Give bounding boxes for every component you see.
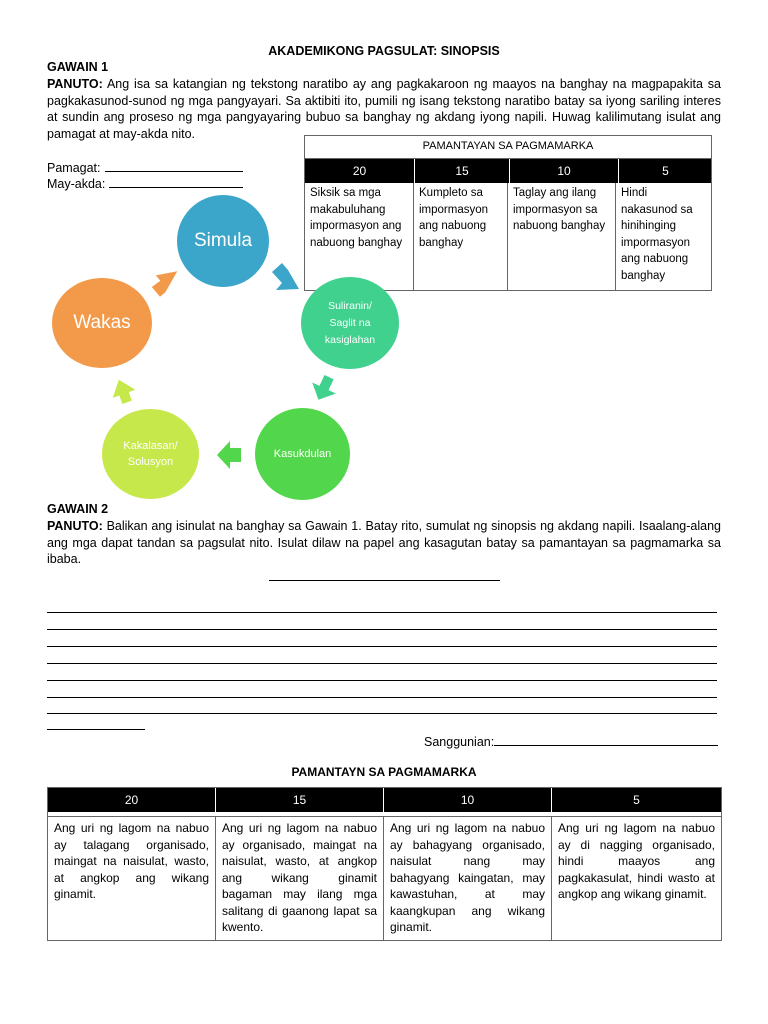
pamagat-label: Pamagat: (47, 161, 101, 175)
rubric-top-header-cell: 5 (662, 164, 669, 178)
wakas-circle (52, 278, 152, 368)
rubric-bottom-cell: Ang uri ng lagom na nabuo ay di nagging organisado, hindi maayos ang pagkakasulat, hindi wasto at angkop ang wikang ginamit. (558, 821, 715, 901)
writing-line[interactable] (47, 697, 717, 698)
writing-line[interactable] (47, 629, 717, 630)
rubric-bottom-header-cell: 10 (384, 788, 552, 812)
arrow-simula-to-suliranin (272, 263, 299, 290)
writing-line[interactable] (47, 612, 717, 613)
wakas-label: Wakas (73, 312, 131, 333)
writing-line[interactable] (47, 713, 717, 714)
gawain1-panuto-text: Ang isa sa katangian ng tekstong naratibo ay ang pagkakaroon ng maayos na banghay na magpapakita sa pagkakasunod-sunod ng mga pangyayari. Sa aktibiti ito, pumili ng isang tekstong naratibo batay sa iyong sariling interes at sundin ang proseso ng mga pangyayaring bubuo sa banghay ng akdang iyong napili. Huwag kalilimutang isulat ang pamagat at may-akda nito. (47, 77, 721, 141)
suliranin-label-line3: kasiglahan (324, 333, 376, 346)
arrow-kasukdulan-to-kakalasan (217, 441, 241, 469)
rubric-bottom-header-cell: 15 (216, 788, 384, 812)
synopsis-title-line[interactable] (269, 580, 500, 581)
rubric-bottom-header (48, 788, 721, 812)
page-title: AKADEMIKONG PAGSULAT: SINOPSIS (268, 44, 500, 58)
arrow-kakalasan-to-wakas (108, 376, 139, 407)
kakalasan-label-line2: Solusyon (127, 456, 174, 468)
arrow-wakas-to-simula (151, 269, 177, 298)
rubric-bottom-header-cell: 5 (633, 793, 640, 807)
gawain2-panuto-label: PANUTO: (47, 519, 103, 533)
simula-circle (177, 195, 269, 287)
rubric-top-cell: Siksik sa mga makabuluhang impormasyon ang nabuong banghay (305, 183, 414, 290)
writing-line[interactable] (47, 646, 717, 647)
kasukdulan-label: Kasukdulan (273, 448, 332, 460)
gawain1-heading: GAWAIN 1 (47, 60, 109, 74)
rubric-top-header-cell: 20 (305, 159, 415, 183)
rubric-top-cell: Kumpleto sa impormasyon ang nabuong banghay (414, 183, 508, 290)
writing-line[interactable] (47, 729, 145, 730)
simula-label: Simula (193, 230, 253, 251)
arrow-suliranin-to-kasukdulan (307, 372, 341, 406)
rubric-top-cell: Taglay ang ilang impormasyon sa nabuong banghay (508, 183, 616, 290)
gawain1-panuto-label: PANUTO: (47, 77, 103, 91)
rubric-bottom-cell: Ang uri ng lagom na nabuo ay bahagyang organisado, naisulat nang may bahagyang kaingatan, may kawastuhan, at may kaangkupan ang wikang ginamit. (384, 817, 552, 940)
rubric-bottom-header-cell: 20 (48, 788, 216, 812)
kakalasan-circle (102, 409, 199, 499)
kakalasan-label-line1: Kakalasan/ (123, 440, 178, 452)
writing-line[interactable] (47, 663, 717, 664)
sanggunian-label: Sanggunian: (424, 735, 495, 749)
suliranin-circle (301, 277, 399, 369)
rubric-top-title: PAMANTAYAN SA PAGMAMARKA (305, 136, 711, 159)
gawain2-instructions (47, 518, 721, 568)
mayakda-label: May-akda: (47, 177, 106, 191)
gawain2-heading: GAWAIN 2 (47, 502, 109, 516)
kasukdulan-circle (255, 408, 350, 500)
rubric-bottom-table (47, 787, 722, 941)
rubric-bottom-cell: Ang uri ng lagom na nabuo ay organisado, maingat na naisulat, wasto, at angkop ang wikang ginamit bagaman may ilang mga salitang di gaanong lapat sa kwento. (216, 817, 384, 940)
rubric-bottom-title: PAMANTAYN SA PAGMAMARKA (291, 765, 477, 779)
rubric-top-cell: Hindi nakasunod sa hinihinging impormasyon ang nabuong banghay (621, 187, 693, 282)
sanggunian-field[interactable] (424, 733, 718, 749)
rubric-top-header-cell: 10 (510, 159, 619, 183)
rubric-top-header-cell: 15 (415, 159, 510, 183)
gawain2-panuto-text: Balikan ang isinulat na banghay sa Gawain 1. Batay rito, sumulat ng sinopsis ng akdang napili. Isaalang-alang ang mga dapat tandan sa pagsulat nito. Isulat dilaw na papel ang kasagutan batay sa pamantayan sa pagmamarka sa ibaba. (47, 519, 721, 567)
sanggunian-line[interactable] (494, 733, 718, 746)
suliranin-label-line1: Suliranin/ (328, 299, 372, 312)
writing-line[interactable] (47, 680, 717, 681)
suliranin-label-line2: Saglit na (329, 316, 371, 329)
rubric-bottom-body (48, 817, 721, 940)
rubric-bottom-cell: Ang uri ng lagom na nabuo ay talagang organisado, maingat na naisulat, wasto, at angkop ang wikang ginamit. (48, 817, 216, 940)
